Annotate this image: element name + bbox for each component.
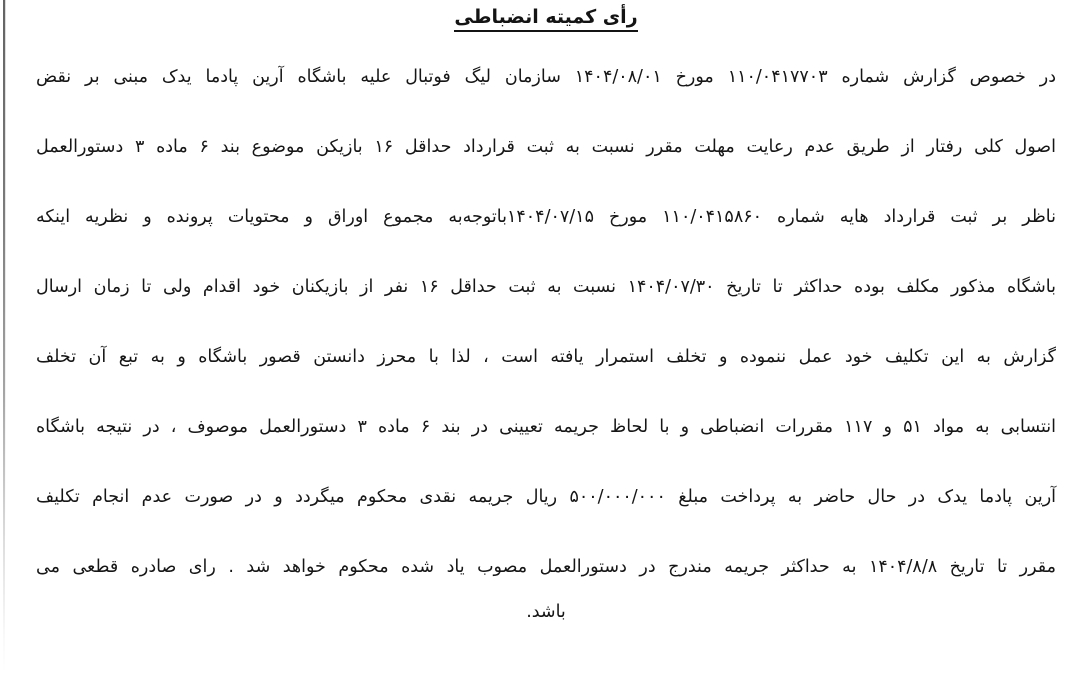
page-title [0, 6, 1092, 32]
scan-edge-artifact [3, 0, 5, 673]
verdict-closing-line: باشد. [526, 602, 566, 622]
page-title-text: رأی کمیته انضباطی [454, 6, 637, 32]
verdict-line: مقرر تا تاریخ ۱۴۰۴/۸/۸ به حداکثر جریمه مندرج در دستورالعمل مصوب یاد شده محکوم خواهد شد . رای صادره قطعی می [36, 557, 1056, 577]
scan-edge-artifact-secondary [5, 0, 6, 540]
verdict-line: در خصوص گزارش شماره ۱۱۰/۰۴۱۷۷۰۳ مورخ ۱۴۰۴/۰۸/۰۱ سازمان لیگ فوتبال علیه باشگاه آرین پادما یدک مبنی بر نقض [36, 67, 1056, 87]
verdict-line: ناظر بر ثبت قرارداد هایه شماره ۱۱۰/۰۴۱۵۸۶۰ مورخ ۱۴۰۴/۰۷/۱۵باتوجه‌به مجموع اوراق و محتویات پرونده و نظریه اینکه [36, 207, 1056, 227]
verdict-line: آرین پادما یدک در حال حاضر به پرداخت مبلغ ۵۰۰/۰۰۰/۰۰۰ ریال جریمه نقدی محکوم میگردد و در صورت عدم انجام تکلیف [36, 487, 1057, 507]
verdict-line: اصول کلی رفتار از طریق عدم رعایت مهلت مقرر نسبت به ثبت قرارداد حداقل ۱۶ بازیکن موضوع بند ۶ ماده ۳ دستورالعمل [36, 137, 1056, 157]
verdict-line: باشگاه مذکور مکلف بوده حداکثر تا تاریخ ۱۴۰۴/۰۷/۳۰ نسبت به ثبت حداقل ۱۶ نفر از بازیکنان خود اقدام ولی تا زمان ارسال [36, 277, 1056, 297]
verdict-line: انتسابی به مواد ۵۱ و ۱۱۷ مقررات انضباطی و با لحاظ جریمه تعیینی در بند ۶ ماده ۳ دستورالعمل موصوف ، در نتیجه باشگاه [36, 417, 1056, 437]
verdict-body [36, 42, 1056, 602]
verdict-line: گزارش به این تکلیف خود عمل ننموده و تخلف استمرار یافته است ، لذا با محرز دانستن قصور باشگاه و به تبع آن تخلف [36, 347, 1056, 367]
